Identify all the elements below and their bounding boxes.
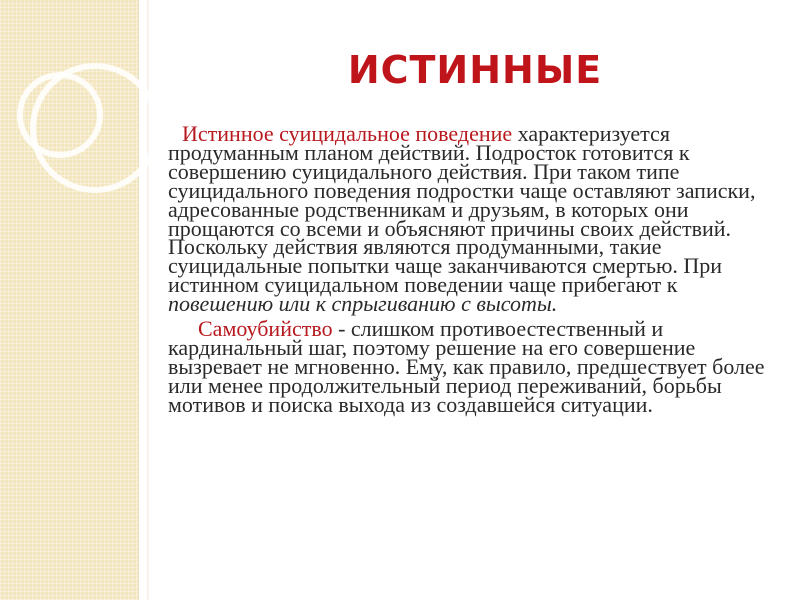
paragraph2-lead: Самоубийство xyxy=(198,316,333,342)
paragraph1-tail-italic: повешению или к спрыгиванию с высоты. xyxy=(168,291,558,317)
paragraph1-lead: Истинное суицидальное поведение xyxy=(182,121,513,146)
paragraph-suicide xyxy=(168,316,780,417)
paragraph1-body: характеризуется продуманным планом действий. Подросток готовится к совершению суицидального действия. При таком типе суицидального поведения подростки чаще оставляют записки, адресованные родственникам и друзьям, в которых они прощаются со всеми и объясняют причины своих действий. Поскольку действия являются продуманными, такие суицидальные попытки чаще заканчиваются смертью. При истинном суицидальном поведении чаще прибегают xyxy=(168,121,756,298)
paragraph-true-suicidal-behavior xyxy=(168,121,780,317)
slide-body xyxy=(168,121,780,417)
slide-title: ИСТИННЫЕ xyxy=(347,48,603,92)
paragraph2-body: - слишком противоестественный и кардинальный шаг, поэтому решение на его совершение вызревает не мгновенно. Ему, как правило, предшествует более или менее продолжительный период переживаний, борьбы мотивов и поиска выхода из создавшейся ситуации. xyxy=(168,316,765,417)
paragraph1-tail-prefix: к xyxy=(666,272,678,298)
